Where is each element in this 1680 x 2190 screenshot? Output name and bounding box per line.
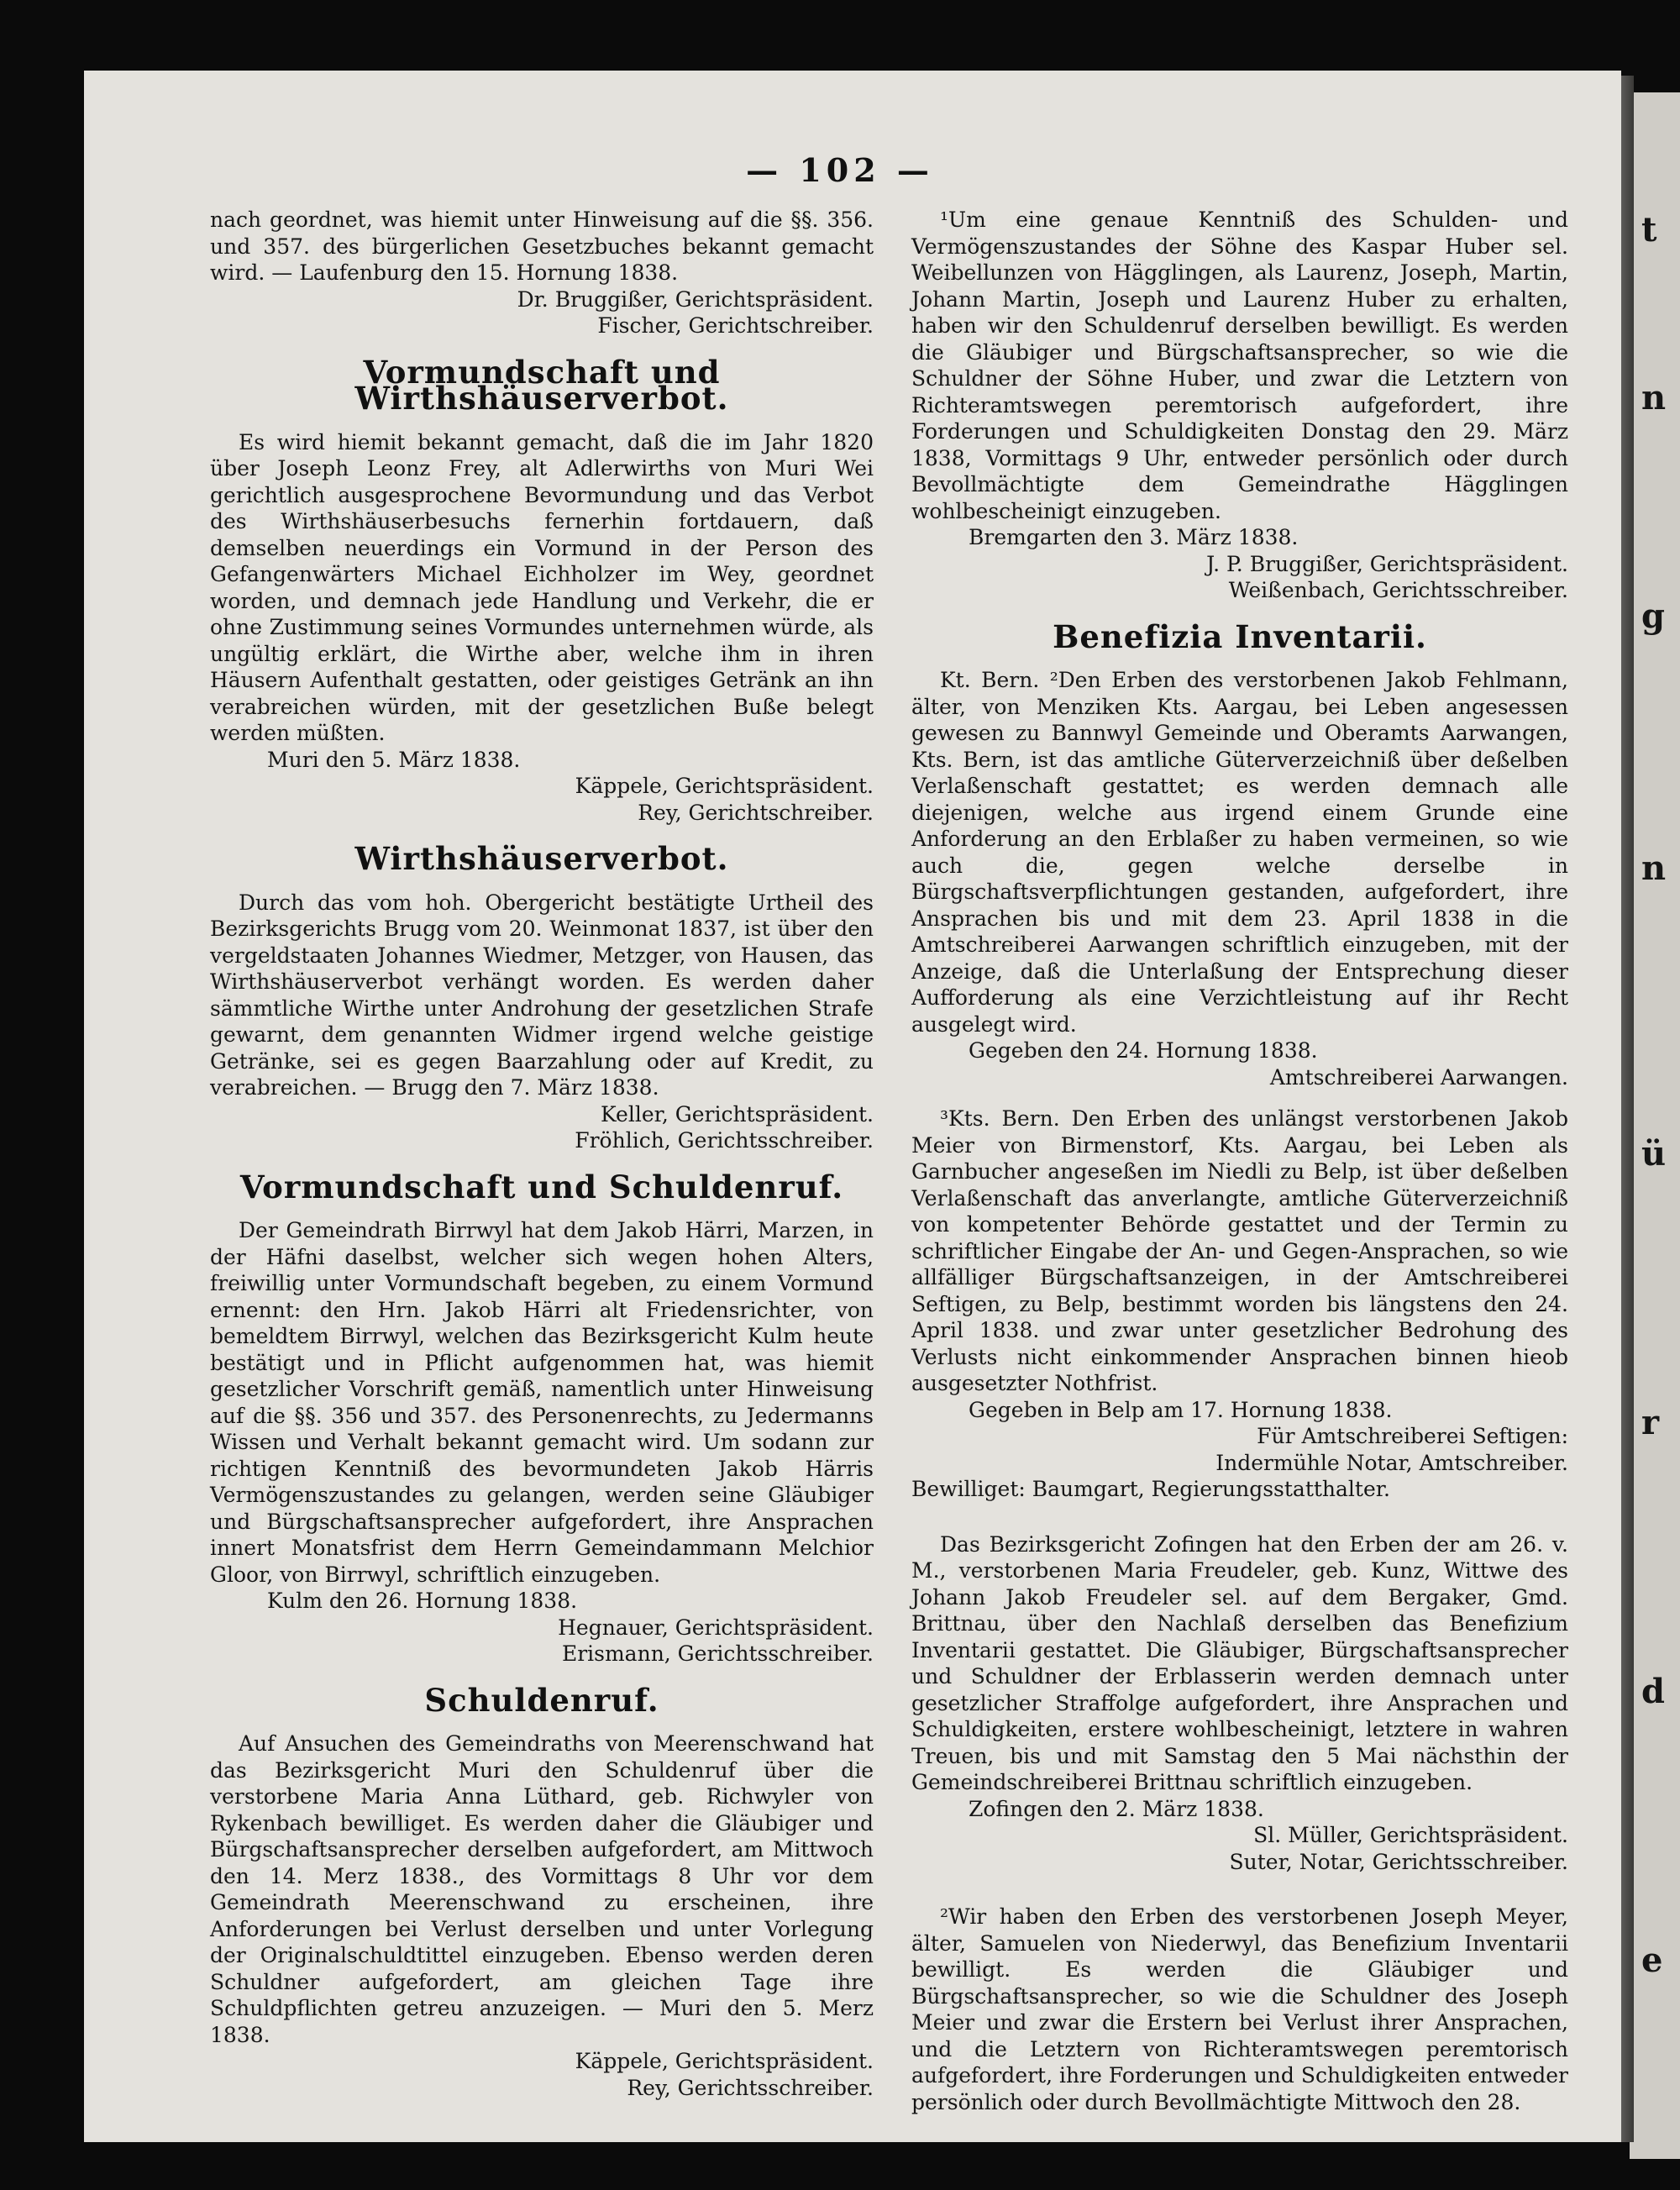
signature-line: Fröhlich, Gerichtsschreiber. (575, 1128, 874, 1153)
notice-text: ²Wir haben den Erben des verstorbenen Joseph Meyer, älter, Samuelen von Niederwyl, das Benefizium Inventarii bewilligt. Es werden die Gläubiger und Bürgschaftsansprecher, so wie die Schuldner des Joseph Meier und zwar die Erstern bei Verlust ihrer Ansprachen, und die Letztern von Richteramtswegen peremtorisch aufgefordert, ihre Forderungen und Schuldigkeiten entweder persönlich oder durch Bevollmächtigte Mittwoch den 28. (911, 1904, 1568, 2114)
next-page-fragment: e (1641, 1941, 1663, 1980)
signature-line: Erismann, Gerichtsschreiber. (561, 1641, 874, 1666)
next-page-fragment: d (1641, 1672, 1665, 1711)
notice-text: Es wird hiemit bekannt gemacht, daß die im Jahr 1820 über Joseph Leonz Frey, alt Adlerwirths von Muri Wei gerichtlich ausgesprochene Bevormundung und das Verbot des Wirthshäuserbesuchs fernerhin fortdauern, daß demselben neuerdings ein Vormund in der Person des Gefangenwärters Michael Eichholzer im Wey, geordnet worden, und demnach jede Handlung und Verkehr, die er ohne Zustimmung seines Vormundes unternehmen würde, als ungültig erklärt, die Wirthe aber, welche ihm in ihren Häusern Aufenthalt gestatten, oder geistiges Getränk an ihn verabreichen würden, mit der gesetzlichen Buße belegt werden müßten. (210, 429, 874, 745)
notice (911, 1904, 1568, 2115)
signature-line: Suter, Notar, Gerichtsschreiber. (1229, 1849, 1568, 1874)
notice-text: nach geordnet, was hiemit unter Hinweisung auf die §§. 356. und 357. des bürgerlichen Gesetzbuches bekannt gemacht wird. — Laufenburg den 15. Hornung 1838. (210, 207, 874, 285)
notice-date: Kulm den 26. Hornung 1838. (267, 1589, 578, 1613)
next-page-edge (1630, 92, 1680, 2159)
section-heading: Wirthshäuserverbot. (354, 840, 729, 877)
notice-date: Gegeben in Belp am 17. Hornung 1838. (969, 1397, 1393, 1422)
signature-line: Für Amtschreiberei Seftigen: (1257, 1424, 1568, 1448)
notice (911, 667, 1568, 1090)
signature-line: Sl. Müller, Gerichtspräsident. (1253, 1823, 1568, 1847)
notice-text: ¹Um eine genaue Kenntniß des Schulden- und Vermögenszustandes der Söhne des Kaspar Huber sel. Weibellunzen von Hägglingen, als Laurenz, Joseph, Martin, Johann Martin, Joseph und Laurenz Huber zu erhalten, haben wir den Schuldenruf derselben bewilligt. Es werden die Gläubiger und Bürgschaftsansprecher, so wie die Schuldner der Söhne Huber, und zwar die Letztern von Richteramtswegen peremtorisch aufgefordert, ihre Forderungen und Schuldigkeiten Donstag den 29. März 1838, Vormittags 9 Uhr, entweder persönlich oder durch Bevollmächtigte dem Gemeindrathe Hägglingen wohlbescheinigt einzugeben. (911, 207, 1568, 523)
signature-line: Amtschreiberei Aarwangen. (1269, 1064, 1568, 1090)
notice-text: Durch das vom hoh. Obergericht bestätigte Urtheil des Bezirksgerichts Brugg vom 20. Weinmonat 1837, ist über den vergeldstaaten Johannes Wiedmer, Metzger, von Hausen, das Wirthshäuserverbot verhängt worden. Es werden daher sämmtliche Wirthe unter Androhung der gesetzlichen Strafe gewarnt, dem genannten Widmer irgend welche geistige Getränke, sei es gegen Baarzahlung oder auf Kredit, zu verabreichen. — Brugg den 7. März 1838. (210, 890, 874, 1100)
signature-line: Käppele, Gerichtspräsident. (575, 2049, 874, 2073)
signature-line: Indermühle Notar, Amtschreiber. (1215, 1450, 1568, 1475)
notice-date: Bremgarten den 3. März 1838. (969, 525, 1299, 549)
notice (210, 1217, 874, 1667)
signature-line: Keller, Gerichtspräsident. (601, 1101, 874, 1127)
approval-line: Bewilliget: Baumgart, Regierungsstatthalter. (911, 1477, 1390, 1501)
notice-text: Das Bezirksgericht Zofingen hat den Erben der am 26. v. M., verstorbenen Maria Freudeler, geb. Kunz, Wittwe des Johann Jakob Freudeler sel. auf dem Bergaker, Gmd. Brittnau, über den Nachlaß derselben das Benefizium Inventarii gestattet. Die Gläubiger, Bürgschaftsansprecher und Schuldner der Erblasserin werden demnach unter gesetzlicher Straffolge aufgefordert, ihre Ansprachen und Schuldigkeiten, erstere wohlbescheinigt, letztere in wahren Treuen, bis und mit Samstag den 5 Mai nächsthin der Gemeindschreiberei Brittnau schriftlich einzugeben. (911, 1531, 1568, 1794)
section-heading: Benefizia Inventarii. (1053, 617, 1427, 655)
signature-line: J. P. Bruggißer, Gerichtspräsident. (1206, 551, 1568, 576)
notice (210, 890, 874, 1154)
section-heading: Vormundschaft und Wirthshäuserverbot. (354, 353, 729, 417)
section-heading: Vormundschaft und Schuldenruf. (239, 1168, 844, 1205)
signature-line: Rey, Gerichtsschreiber. (627, 2075, 874, 2100)
next-page-fragment: g (1641, 596, 1665, 636)
notice (911, 1106, 1568, 1503)
next-page-fragment: n (1641, 378, 1667, 418)
notice-text: Auf Ansuchen des Gemeindraths von Meerenschwand hat das Bezirksgericht Muri den Schuldenruf über die verstorbene Maria Anna Lüthard, geb. Richwyler von Rykenbach bewilliget. Es werden daher die Gläubiger und Bürgschaftsansprecher derselben aufgefordert, am Mittwoch den 14. Merz 1838., des Vormittags 8 Uhr vor dem Gemeindrath Meerenschwand zu erscheinen, ihre Anforderungen bei Verlust derselben und unter Vorlegung der Originalschuldtittel einzugeben. Ebenso werden deren Schuldner aufgefordert, am gleichen Tage ihre Schuldpflichten getreu anzuzeigen. — Muri den 5. Merz 1838. (210, 1731, 874, 2047)
next-page-fragment: ü (1641, 1134, 1667, 1174)
signature-line: Rey, Gerichtschreiber. (638, 800, 874, 825)
right-column (911, 207, 1568, 2115)
notice-date: Gegeben den 24. Hornung 1838. (969, 1038, 1318, 1063)
notice (210, 1730, 874, 2101)
notice (210, 429, 874, 827)
notice (911, 207, 1568, 604)
next-page-fragment: n (1641, 848, 1667, 888)
signature-line: Hegnauer, Gerichtspräsident. (558, 1615, 874, 1640)
page-number: — 102 — (746, 151, 934, 189)
signature-line: Fischer, Gerichtschreiber. (597, 313, 874, 338)
section-heading: Schuldenruf. (424, 1681, 659, 1719)
notice-continuation (210, 207, 874, 339)
notice-text: Kt. Bern. ²Den Erben des verstorbenen Jakob Fehlmann, älter, von Menziken Kts. Aargau, bei Leben angesessen gewesen zu Bannwyl Gemeinde und Oberamts Aarwangen, Kts. Bern, ist das amtliche Güterverzeichniß über deßelben Verlaßenschaft gestattet; es werden demnach alle diejenigen, welche aus irgend einem Grunde eine Anforderung an den Erblaßer zu haben vermeinen, so wie auch die, gegen welche derselbe in Bürgschaftsverpflichtungen gestanden, aufgefordert, ihre Ansprachen bis und mit dem 23. April 1838 in die Amtschreiberei Aarwangen schriftlich einzugeben, mit der Anzeige, daß die Unterlaßung der Entsprechung dieser Aufforderung als eine Verzichtleistung auf ihr Recht ausgelegt wird. (911, 668, 1568, 1037)
notice-text: Der Gemeindrath Birrwyl hat dem Jakob Härri, Marzen, in der Häfni daselbst, welcher sich wegen hohen Alters, freiwillig unter Vormundschaft begeben, zu einem Vormund ernennt: den Hrn. Jakob Härri alt Friedensrichter, von bemeldtem Birrwyl, welchen das Bezirksgericht Kulm heute bestätigt und in Pflicht aufgenommen hat, was hiemit gesetzlicher Vorschrift gemäß, namentlich unter Hinweisung auf die §§. 356 und 357. des Personenrechts, zu Jedermanns Wissen und Verhalt bekannt gemacht wird. Um sodann zur richtigen Kenntniß des bevormundeten Jakob Härris Vermögenszustandes zu gelangen, werden seine Gläubiger und Bürgschaftsansprecher aufgefordert, ihre Ansprachen innert Monatsfrist dem Herrn Gemeindammann Melchior Gloor, von Birrwyl, schriftlich einzugeben. (210, 1218, 874, 1587)
notice-date: Zofingen den 2. März 1838. (969, 1796, 1264, 1821)
signature-line: Dr. Bruggißer, Gerichtspräsident. (517, 286, 874, 312)
notice-date: Muri den 5. März 1838. (267, 747, 521, 772)
next-page-fragment: r (1641, 1403, 1660, 1442)
notice-text: ³Kts. Bern. Den Erben des unlängst verstorbenen Jakob Meier von Birmenstorf, Kts. Aargau, bei Leben als Garnbucher angeseßen im Niedli zu Belp, ist über deßelben Verlaßenschaft das anverlangte, amtliche Güterverzeichniß von kompetenter Behörde gestattet und der Termin zu schriftlicher Eingabe der An- und Gegen-Ansprachen, so wie allfälliger Bürgschaftsanzeigen, in der Amtschreiberei Seftigen, zu Belp, bestimmt worden bis längstens den 24. April 1838. und zwar unter gesetzlicher Bedrohung des Verlusts nicht einkommender Ansprachen binnen hieob ausgesetzter Nothfrist. (911, 1106, 1568, 1395)
left-column (210, 207, 874, 2101)
signature-line: Weißenbach, Gerichtsschreiber. (1228, 578, 1568, 602)
notice (911, 1531, 1568, 1876)
signature-line: Käppele, Gerichtspräsident. (575, 774, 874, 798)
next-page-fragment: t (1641, 210, 1657, 249)
